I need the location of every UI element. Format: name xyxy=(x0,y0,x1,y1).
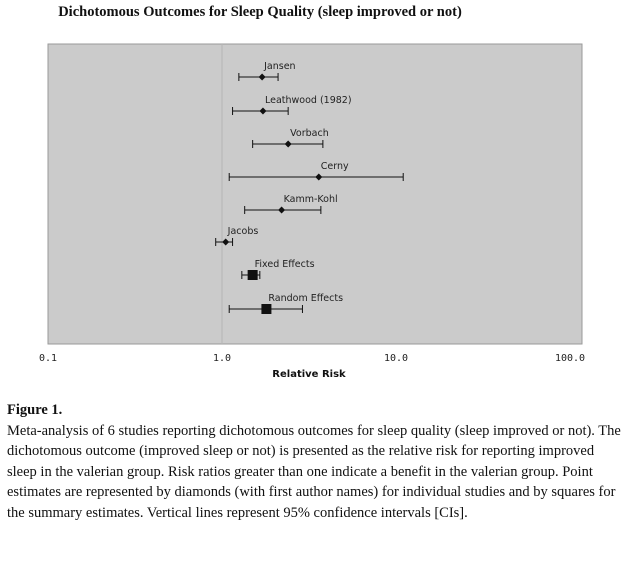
summary-square-marker xyxy=(248,270,258,280)
study-label: Vorbach xyxy=(290,128,329,139)
study-label: Random Effects xyxy=(268,293,344,304)
study-label: Leathwood (1982) xyxy=(264,95,352,106)
x-axis-title: Relative Risk xyxy=(272,369,346,380)
study-label: Cerny xyxy=(320,161,349,172)
x-tick-label: 100.0 xyxy=(554,353,586,364)
summary-square-marker xyxy=(261,304,271,314)
x-axis-ticks xyxy=(39,353,585,364)
x-tick-label: 0.1 xyxy=(38,353,58,364)
caption-text: Meta-analysis of 6 studies reporting dichotomous outcomes for sleep quality (sleep improved or not). The dichotomous outcome (improved sleep or not) is presented as the relative risk for reporting improved sleep in the valerian group. Risk ratios greater than one indicate a benefit in the valerian group. Point estimates are represented by diamonds (with first author names) for individual studies and by squares for the summary estimates. Vertical lines represent 95% confidence intervals [CIs]. xyxy=(7,422,621,521)
x-tick-label: 1.0 xyxy=(212,353,232,364)
x-tick-label: 10.0 xyxy=(383,353,409,364)
caption-heading: Figure 1. xyxy=(7,402,63,418)
study-label: Jansen xyxy=(264,61,296,72)
chart-title: Dichotomous Outcomes for Sleep Quality (sleep improved or not) xyxy=(58,4,462,20)
study-label: Jacobs xyxy=(227,226,259,237)
figure-caption xyxy=(7,400,627,523)
study-label: Kamm-Kohl xyxy=(283,194,338,205)
study-label: Fixed Effects xyxy=(254,259,315,270)
